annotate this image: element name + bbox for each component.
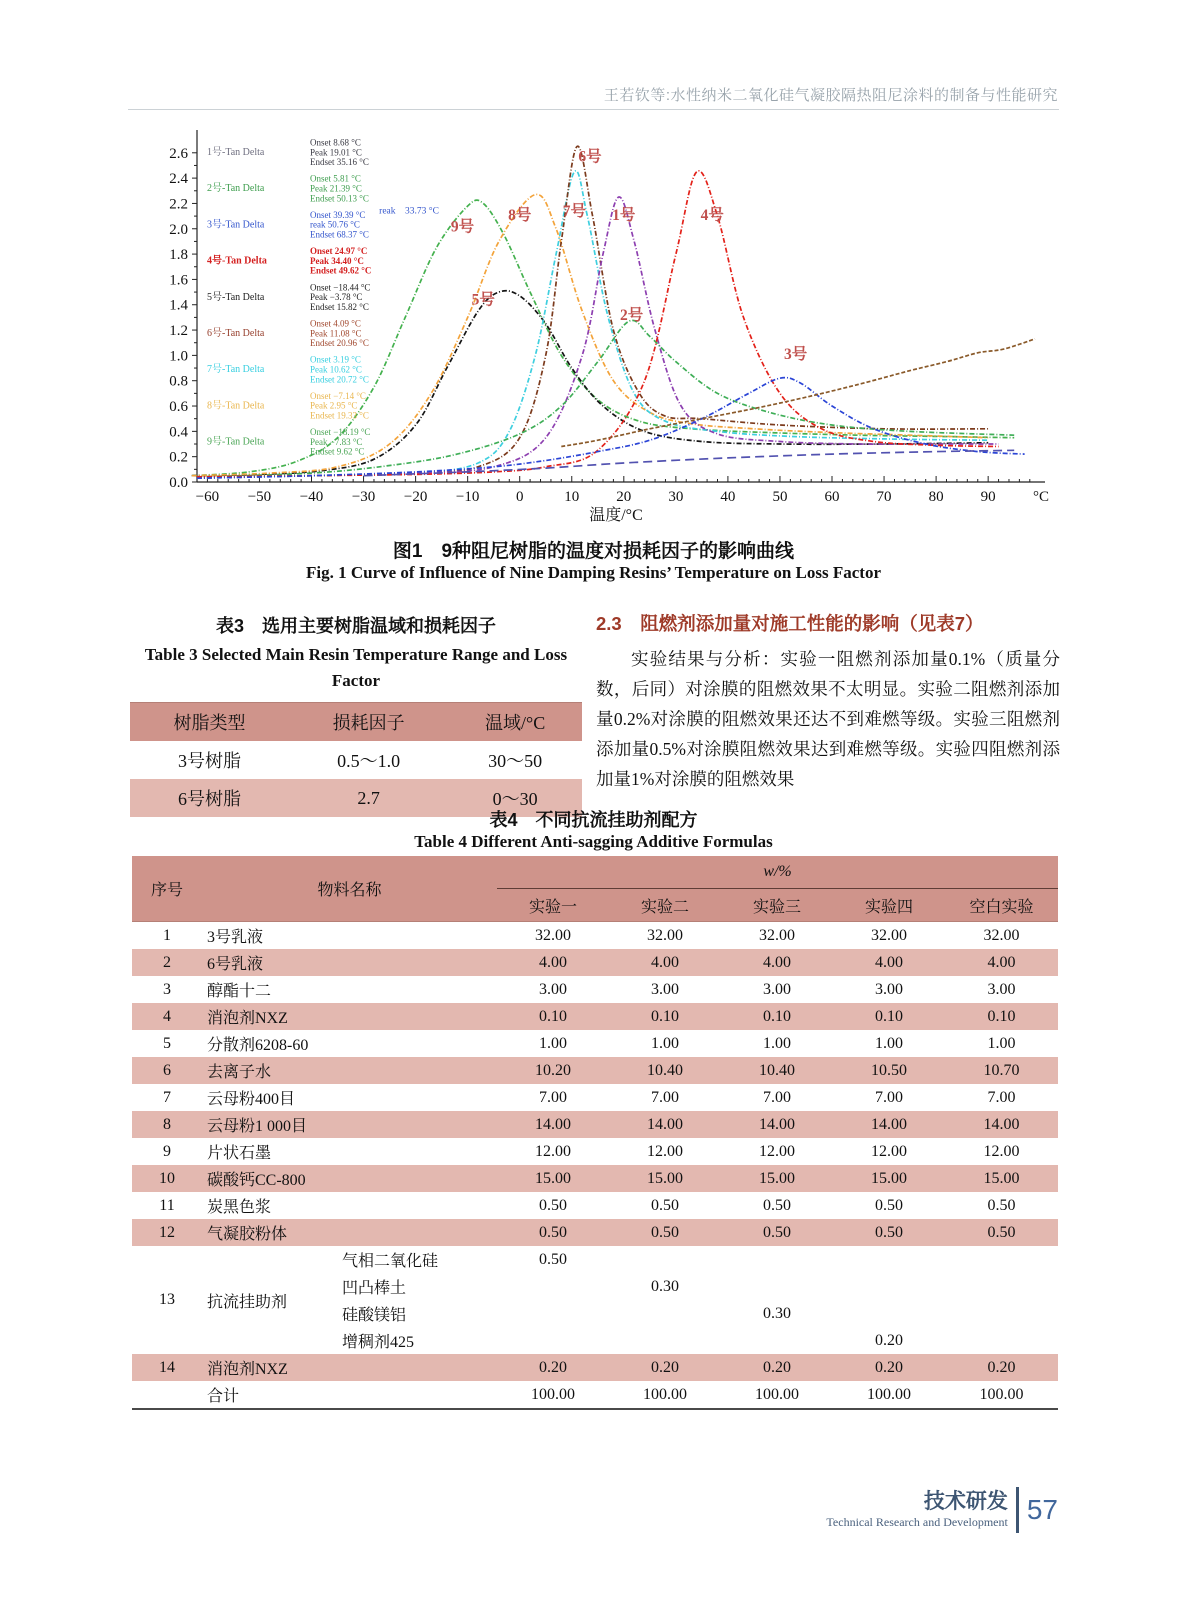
total-label: 合计 (207, 1388, 240, 1405)
figure1-chart (163, 124, 1059, 528)
value-cell: 1.00 (651, 1034, 680, 1052)
page-footer (826, 1487, 1058, 1533)
value-cell: 3.00 (539, 980, 568, 998)
row-no: 13 (159, 1291, 175, 1308)
table4-row (132, 1003, 1058, 1030)
value-cell: 3.00 (987, 980, 1016, 998)
value-cell (609, 1246, 721, 1273)
row-no: 1 (163, 926, 171, 944)
value-cell: 0.50 (609, 1219, 721, 1246)
svg-text:7号-Tan Delta: 7号-Tan Delta (207, 364, 265, 376)
svg-text:3号: 3号 (783, 346, 808, 364)
svg-text:7号: 7号 (562, 203, 586, 221)
svg-text:Endset 15.82 °C: Endset 15.82 °C (310, 301, 369, 312)
table4-row (132, 1354, 1058, 1381)
value-cell: 1.00 (875, 1034, 904, 1052)
value-cell: 0.10 (721, 1003, 833, 1030)
table3-col-header: 树脂类型 (130, 703, 289, 742)
table3-col-header: 温域/°C (448, 703, 582, 742)
value-cell (609, 1300, 721, 1327)
material-name: 分散剂6208-60 (207, 1037, 309, 1054)
value-cell (609, 1327, 721, 1354)
value-cell: 0.20 (497, 1354, 609, 1381)
svg-text:Onset 5.81 °C: Onset 5.81 °C (310, 173, 361, 184)
svg-text:0.8: 0.8 (169, 373, 188, 390)
value-cell: 15.00 (609, 1165, 721, 1192)
table3-caption-en: Table 3 Selected Main Resin Temperature Range and Loss Factor (144, 645, 568, 690)
table4-row (132, 1111, 1058, 1138)
value-cell: 4.00 (945, 949, 1058, 976)
material-name: 云母粉1 000目 (202, 1111, 497, 1138)
svg-text:Endset 9.62 °C: Endset 9.62 °C (310, 446, 365, 457)
value-cell: 0.50 (651, 1196, 680, 1214)
value-cell (945, 1300, 1058, 1327)
value-cell: 0.50 (875, 1196, 904, 1214)
value-cell: 15.00 (497, 1165, 609, 1192)
value-cell: 12.00 (871, 1142, 908, 1160)
svg-text:Endset 50.13 °C: Endset 50.13 °C (310, 193, 369, 204)
svg-text:20: 20 (616, 489, 632, 505)
svg-text:Endset 19.33 °C: Endset 19.33 °C (310, 410, 369, 421)
row-no: 10 (132, 1165, 202, 1192)
material-name: 消泡剂NXZ (202, 1354, 497, 1381)
svg-text:Onset −18.44 °C: Onset −18.44 °C (310, 282, 371, 293)
value-cell (721, 1246, 833, 1273)
value-cell: 15.00 (721, 1165, 833, 1192)
svg-text:1号: 1号 (612, 206, 636, 224)
svg-text:温度/°C: 温度/°C (589, 507, 643, 524)
svg-text:°C: °C (1032, 489, 1049, 505)
svg-text:−10: −10 (455, 489, 480, 505)
value-cell: 1.00 (987, 1034, 1016, 1052)
table4-header-material: 物料名称 (202, 856, 497, 922)
table3-cell: 3号树脂 (178, 751, 242, 771)
material-name: 6号乳液 (202, 949, 497, 976)
table4-header-experiment: 实验一 (497, 889, 609, 922)
svg-text:0.0: 0.0 (169, 475, 188, 491)
value-cell: 14.00 (721, 1111, 833, 1138)
table3-cell: 2.7 (289, 779, 448, 817)
value-cell (721, 1327, 833, 1354)
material-name: 消泡剂NXZ (202, 1003, 497, 1030)
svg-text:Endset 68.37 °C: Endset 68.37 °C (310, 229, 369, 240)
svg-text:−40: −40 (299, 489, 324, 505)
svg-text:1.2: 1.2 (169, 323, 188, 340)
table4-row (132, 922, 1058, 950)
row-no: 11 (159, 1196, 175, 1214)
value-cell (833, 1246, 945, 1273)
material-name: 去离子水 (202, 1057, 497, 1084)
table4-row (132, 1030, 1058, 1057)
table4-caption-cn: 表4 不同抗流挂助剂配方 (489, 810, 698, 830)
svg-text:9号: 9号 (450, 218, 475, 236)
total-value-cell: 100.00 (867, 1385, 912, 1403)
svg-text:1.8: 1.8 (169, 247, 188, 264)
svg-text:Peak 11.08 °C: Peak 11.08 °C (310, 328, 362, 339)
svg-text:reak 50.76 °C: reak 50.76 °C (310, 219, 360, 230)
value-cell: 1.00 (763, 1034, 792, 1052)
svg-text:Onset 3.19 °C: Onset 3.19 °C (310, 354, 361, 365)
total-value-cell: 100.00 (979, 1385, 1024, 1403)
svg-text:9号-Tan Delta: 9号-Tan Delta (207, 436, 265, 448)
row-no: 4 (132, 1003, 202, 1030)
table3-row (130, 741, 582, 779)
value-cell (833, 1300, 945, 1327)
table4-caption-en: Table 4 Different Anti-sagging Additive Formulas (414, 832, 773, 851)
value-cell: 0.20 (721, 1354, 833, 1381)
row-no: 8 (132, 1111, 202, 1138)
value-cell: 10.40 (609, 1057, 721, 1084)
value-cell: 7.00 (987, 1088, 1016, 1106)
table4-row (132, 1057, 1058, 1084)
svg-text:0.4: 0.4 (169, 424, 188, 441)
value-cell: 10.50 (833, 1057, 945, 1084)
sub-material-name: 气相二氧化硅 (342, 1253, 439, 1270)
figure1-caption-en: Fig. 1 Curve of Influence of Nine Damping Resins’ Temperature on Loss Factor (306, 563, 881, 582)
svg-text:50: 50 (772, 489, 788, 505)
value-cell: 0.50 (945, 1219, 1058, 1246)
svg-text:Onset 24.97 °C: Onset 24.97 °C (310, 246, 368, 257)
value-cell: 32.00 (535, 926, 572, 944)
value-cell: 0.50 (763, 1196, 792, 1214)
svg-text:Peak 19.01 °C: Peak 19.01 °C (310, 147, 362, 158)
table4-header-experiment: 实验二 (609, 889, 721, 922)
value-cell: 14.00 (497, 1111, 609, 1138)
svg-text:0.6: 0.6 (169, 399, 188, 416)
svg-text:1.4: 1.4 (169, 297, 188, 314)
value-cell: 0.20 (945, 1354, 1058, 1381)
svg-text:Peak 34.40 °C: Peak 34.40 °C (310, 255, 364, 266)
row-no: 14 (132, 1354, 202, 1381)
row-no (132, 1381, 202, 1409)
svg-text:0: 0 (515, 489, 524, 505)
table3-col-header: 损耗因子 (289, 703, 448, 742)
value-cell: 0.10 (497, 1003, 609, 1030)
material-name: 碳酸钙CC-800 (202, 1165, 497, 1192)
value-cell: 7.00 (651, 1088, 680, 1106)
footer-text (826, 1490, 1007, 1530)
svg-text:8号: 8号 (508, 206, 532, 224)
value-cell: 0.10 (833, 1003, 945, 1030)
row-no: 9 (163, 1142, 171, 1160)
svg-text:−30: −30 (351, 489, 376, 505)
value-cell (497, 1327, 609, 1354)
row-no: 6 (132, 1057, 202, 1084)
svg-text:−60: −60 (195, 489, 220, 505)
total-value-cell: 100.00 (755, 1385, 800, 1403)
value-cell (945, 1327, 1058, 1354)
value-cell: 0.50 (539, 1196, 568, 1214)
value-cell: 12.00 (983, 1142, 1020, 1160)
svg-text:Peak 2.95 °C: Peak 2.95 °C (310, 400, 358, 411)
table4-total-row (132, 1381, 1058, 1409)
table4-header (132, 856, 1058, 922)
svg-text:Peak 21.39 °C: Peak 21.39 °C (310, 183, 362, 194)
svg-text:6号-Tan Delta: 6号-Tan Delta (207, 328, 265, 339)
svg-text:70: 70 (876, 489, 892, 505)
value-cell: 0.20 (833, 1354, 945, 1381)
page-number: 57 (1026, 1494, 1058, 1525)
svg-text:Onset −18.19 °C: Onset −18.19 °C (310, 427, 371, 438)
footer-section-cn: 技术研发 (923, 1490, 1008, 1513)
svg-text:Peak −7.83 °C: Peak −7.83 °C (310, 436, 363, 447)
material-name: 3号乳液 (207, 929, 264, 946)
svg-text:Onset −7.14 °C: Onset −7.14 °C (310, 390, 366, 401)
svg-text:8号-Tan Delta: 8号-Tan Delta (207, 400, 265, 412)
svg-text:5号: 5号 (471, 291, 495, 309)
svg-text:40: 40 (720, 489, 736, 505)
svg-text:Peak 10.62 °C: Peak 10.62 °C (310, 364, 362, 375)
table4 (132, 856, 1058, 1410)
value-cell: 0.10 (945, 1003, 1058, 1030)
material-name: 醇酯十二 (207, 983, 272, 1000)
material-name: 片状石墨 (207, 1145, 272, 1162)
value-cell: 0.10 (609, 1003, 721, 1030)
table4-row (132, 1138, 1058, 1165)
total-value-cell: 100.00 (643, 1385, 688, 1403)
value-cell: 14.00 (609, 1111, 721, 1138)
table3-cell: 30～50 (488, 751, 543, 771)
table4-header-group: w/% (497, 856, 1058, 889)
value-cell: 3.00 (763, 980, 792, 998)
svg-text:90: 90 (980, 489, 996, 505)
svg-text:2.2: 2.2 (169, 196, 188, 213)
table4-row (132, 1165, 1058, 1192)
svg-text:−20: −20 (403, 489, 428, 505)
svg-text:reak 33.73 °C: reak 33.73 °C (379, 206, 439, 217)
value-cell: 0.50 (987, 1196, 1016, 1214)
section-2-3-heading: 2.3 阻燃剂添加量对施工性能的影响（见表7） (596, 613, 984, 634)
running-header: 王若钦等:水性纳米二氧化硅气凝胶隔热阻尼涂料的制备与性能研究 (603, 87, 1058, 104)
value-cell: 0.50 (833, 1219, 945, 1246)
section-2-3-body: 实验结果与分析：实验一阻燃剂添加量0.1%（质量分数，后同）对涂膜的阻燃效果不太明显。实验二阻燃剂添加量0.2%对涂膜的阻燃效果还达不到难燃等级。实验三阻燃剂添加量0.5%对涂膜阻燃效果达到难燃等级。实验四阻燃剂添加量1%对涂膜的阻燃效果 (596, 649, 1060, 789)
sub-material-name: 凹凸棒土 (342, 1280, 407, 1297)
svg-text:0.2: 0.2 (169, 449, 188, 466)
value-cell: 7.00 (539, 1088, 568, 1106)
value-cell: 10.20 (497, 1057, 609, 1084)
row-no: 7 (163, 1088, 171, 1106)
footer-divider-bar (1016, 1487, 1019, 1533)
svg-text:1号-Tan Delta: 1号-Tan Delta (207, 147, 265, 158)
row-no: 2 (132, 949, 202, 976)
value-cell: 4.00 (721, 949, 833, 976)
value-cell: 12.00 (535, 1142, 572, 1160)
svg-text:6号: 6号 (578, 148, 602, 166)
table4-header-experiment: 空白实验 (945, 889, 1058, 922)
svg-text:2.4: 2.4 (169, 171, 188, 188)
row-no: 3 (163, 980, 171, 998)
value-cell: 14.00 (945, 1111, 1058, 1138)
svg-text:Onset 4.09 °C: Onset 4.09 °C (310, 318, 361, 329)
row-no: 12 (132, 1219, 202, 1246)
svg-text:2号: 2号 (619, 306, 644, 324)
svg-text:Endset 35.16 °C: Endset 35.16 °C (310, 157, 369, 168)
table4-header-no: 序号 (132, 856, 202, 922)
svg-text:2.6: 2.6 (169, 145, 188, 162)
svg-text:2号-Tan Delta: 2号-Tan Delta (207, 183, 265, 195)
footer-section-en: Technical Research and Development (826, 1515, 1008, 1529)
value-cell: 32.00 (759, 926, 796, 944)
value-cell: 32.00 (647, 926, 684, 944)
value-cell: 12.00 (759, 1142, 796, 1160)
svg-text:1.0: 1.0 (169, 348, 188, 365)
value-cell: 1.00 (539, 1034, 568, 1052)
svg-text:Peak −3.78 °C: Peak −3.78 °C (310, 292, 363, 303)
value-cell (833, 1273, 945, 1300)
row-no: 5 (163, 1034, 171, 1052)
svg-text:60: 60 (824, 489, 840, 505)
value-cell: 0.30 (651, 1277, 680, 1295)
material-name: 气凝胶粉体 (202, 1219, 497, 1246)
svg-text:2.0: 2.0 (169, 221, 188, 238)
svg-text:Endset 49.62 °C: Endset 49.62 °C (310, 265, 372, 276)
table4-row (132, 1084, 1058, 1111)
value-cell (945, 1273, 1058, 1300)
header-divider (128, 109, 1059, 110)
value-cell: 3.00 (651, 980, 680, 998)
value-cell: 32.00 (871, 926, 908, 944)
value-cell: 7.00 (875, 1088, 904, 1106)
value-cell: 10.40 (721, 1057, 833, 1084)
left-column (130, 612, 582, 817)
svg-text:30: 30 (668, 489, 684, 505)
table4-row (132, 1192, 1058, 1219)
value-cell: 0.50 (721, 1219, 833, 1246)
value-cell (721, 1273, 833, 1300)
svg-text:Endset 20.96 °C: Endset 20.96 °C (310, 338, 369, 349)
value-cell: 0.20 (875, 1331, 904, 1349)
table4-header-experiment: 实验三 (721, 889, 833, 922)
value-cell: 3.00 (875, 980, 904, 998)
svg-text:Onset 39.39 °C: Onset 39.39 °C (310, 209, 366, 220)
value-cell: 0.50 (539, 1250, 568, 1268)
value-cell: 0.30 (763, 1304, 792, 1322)
svg-text:1.6: 1.6 (169, 272, 188, 289)
value-cell: 7.00 (763, 1088, 792, 1106)
sub-material-name: 硅酸镁铝 (342, 1307, 407, 1324)
table4-row13-sub (132, 1246, 1058, 1273)
svg-text:Endset 20.72 °C: Endset 20.72 °C (310, 374, 369, 385)
figure1-svg (163, 124, 1059, 528)
value-cell: 4.00 (497, 949, 609, 976)
svg-text:−50: −50 (247, 489, 272, 505)
table3-header-row (130, 703, 582, 742)
value-cell: 32.00 (983, 926, 1020, 944)
value-cell: 10.70 (945, 1057, 1058, 1084)
material-name: 抗流挂助剂 (207, 1293, 288, 1311)
table3 (130, 702, 582, 817)
material-name: 云母粉400目 (207, 1091, 296, 1108)
svg-text:80: 80 (928, 489, 944, 505)
table4-header-experiment: 实验四 (833, 889, 945, 922)
svg-text:Onset 8.68 °C: Onset 8.68 °C (310, 137, 361, 148)
material-name: 炭黑色浆 (207, 1199, 272, 1216)
figure1-caption-cn: 图1 9种阻尼树脂的温度对损耗因子的影响曲线 (392, 541, 795, 562)
sub-material-name: 增稠剂425 (342, 1334, 415, 1351)
table3-cell: 0.5～1.0 (337, 751, 401, 771)
value-cell: 0.20 (609, 1354, 721, 1381)
svg-text:3号-Tan Delta: 3号-Tan Delta (207, 219, 265, 231)
right-column (596, 610, 1060, 794)
svg-text:5号-Tan Delta: 5号-Tan Delta (207, 291, 265, 303)
total-value-cell: 100.00 (531, 1385, 576, 1403)
table3-cell: 0～30 (448, 779, 582, 817)
table4-row (132, 976, 1058, 1003)
table4-row (132, 949, 1058, 976)
value-cell: 0.50 (497, 1219, 609, 1246)
svg-text:4号-Tan Delta: 4号-Tan Delta (207, 255, 267, 267)
value-cell (497, 1273, 609, 1300)
table4-row (132, 1219, 1058, 1246)
value-cell (945, 1246, 1058, 1273)
value-cell: 15.00 (833, 1165, 945, 1192)
value-cell (497, 1300, 609, 1327)
table3-cell: 6号树脂 (130, 779, 289, 817)
table3-caption-cn: 表3 选用主要树脂温域和损耗因子 (215, 616, 496, 636)
value-cell: 14.00 (833, 1111, 945, 1138)
value-cell: 15.00 (945, 1165, 1058, 1192)
svg-text:10: 10 (564, 489, 580, 505)
value-cell: 12.00 (647, 1142, 684, 1160)
value-cell: 4.00 (609, 949, 721, 976)
svg-text:4号: 4号 (700, 206, 724, 224)
value-cell: 4.00 (833, 949, 945, 976)
